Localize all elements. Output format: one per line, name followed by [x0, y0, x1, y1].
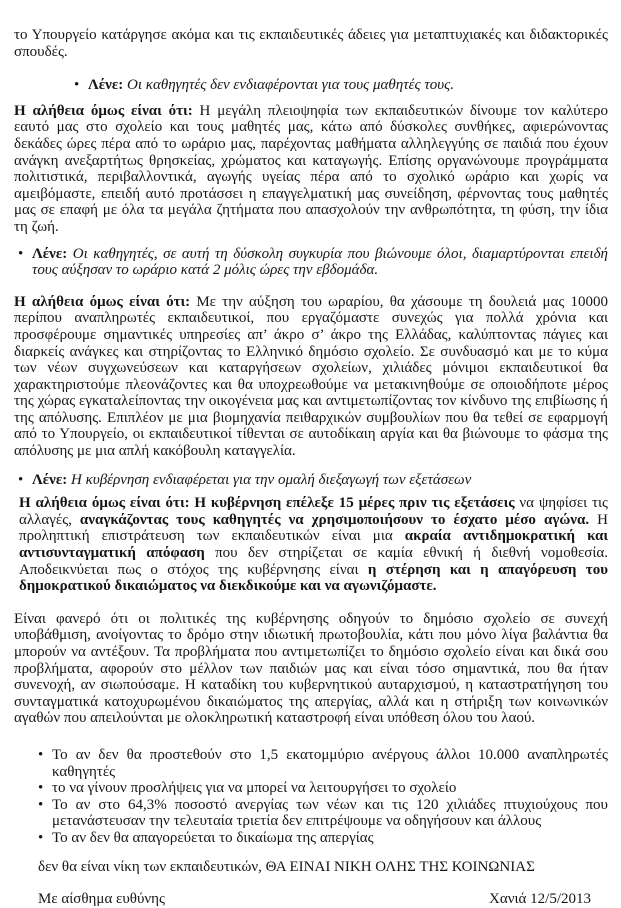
list-item	[38, 797, 608, 830]
truth-bold-run: Η κυβέρνηση επέλεξε 15 μέρες πριν τις εξετάσεις	[189, 495, 520, 512]
bullet-icon: •	[38, 829, 44, 846]
bullet-icon: •	[38, 746, 44, 763]
list-item-text: Το αν δεν θα προστεθούν στο 1,5 εκατομμύριο ανέργους άλλοι 10.000 αναπληρωτές καθηγητές	[52, 746, 608, 780]
list-item	[38, 747, 608, 780]
claim-bullet-1	[74, 77, 608, 94]
truth-body-text: Με την αύξηση του ωραρίου, θα χάσουμε τη δουλειά μας 10000 περίπου αναπληρωτές εκπαιδευτικοί, που εργαζόμαστε συνεχώς για πολλά χρόνια και προσφέρουμε σημαντικές υπηρεσίες απ’ άκρο σ’ άκρο της Ελλάδας, καλύπτοντας πάγιες και διαρκείς ανάγκες και στηρίζοντας το Ελληνικό δημόσιο σχολείο. Σε συνδυασμό και με το κύμα των νέων συγχωνεύσεων και καταργήσεων σχολείων, χιλιάδες μόνιμοι εκπαιδευτικοί θα χαρακτηριστούμε πλεονάζοντες και θα υποχρεωθούμε να μετακινηθούμε σε οποιοδήποτε μέρος της χώρας εγκαταλείποντας την οικογένεια μας και αντιμετωπίζοντας τον κίνδυνο της επιβίωσης ή της απόλυσης. Επιπλέον με μια βιομηχανία πειθαρχικών συμβουλίων που θα τεθεί σε εφαρμογή από το Υπουργείο, οι εκπαιδευτικοί τίθενται σε αυτοδίκαιη αργία και θα βιώνουμε το φάσμα της απόλυσης με μια απλή κακόβουλη καταγγελία.	[14, 293, 609, 460]
claim-text	[32, 246, 608, 279]
truth-paragraph-2	[14, 294, 608, 460]
signoff-row	[38, 891, 608, 908]
truth-label: Η αλήθεια όμως είναι ότι:	[19, 495, 190, 512]
bullet-icon: •	[38, 780, 44, 797]
claim-bullet-2	[18, 246, 608, 279]
finale-line: δεν θα είναι νίκη των εκπαιδευτικών, ΘΑ ΕΙΝΑΙ ΝΙΚΗ ΟΛΗΣ ΤΗΣ ΚΟΙΝΩΝΙΑΣ	[38, 858, 535, 875]
intro-paragraph: το Υπουργείο κατάργησε ακόμα και τις εκπαιδευτικές άδειες για μεταπτυχιακές και διδακτορικές σπουδές.	[14, 27, 608, 60]
claim-label: Λένε:	[32, 471, 68, 488]
claim-text	[88, 77, 608, 94]
truth-label: Η αλήθεια όμως είναι ότι:	[14, 102, 193, 119]
claim-label: Λένε:	[32, 245, 68, 262]
truth-label: Η αλήθεια όμως είναι ότι:	[14, 293, 191, 310]
claim-bullet-3	[18, 472, 608, 489]
truth-regular-run: που δεν στηρίζεται σε καμία εθνική ή διεθνή νομοθεσία. Αποδεικνύεται πως ο στόχος της κυβέρνησης είναι	[19, 545, 609, 578]
claim-label: Λένε:	[88, 77, 124, 94]
signoff-left: Με αίσθημα ευθύνης	[38, 891, 165, 908]
list-item-text: Το αν δεν θα απαγορεύεται το δικαίωμα της απεργίας	[52, 829, 374, 846]
claim-body-text: Οι καθηγητές δεν ενδιαφέρονται για τους μαθητές τους.	[127, 77, 454, 94]
truth-paragraph-3	[19, 495, 608, 595]
bullet-icon: •	[74, 77, 80, 94]
truth-bold-run: η στέρηση και η απαγόρευση του δημοκρατικού δικαιώματος να διεκδικούμε και να αγωνιζόμαστε.	[19, 561, 608, 595]
truth-bold-run: αναγκάζοντας τους καθηγητές να χρησιμοποιήσουν το έσχατο μέσο αγώνα.	[79, 511, 598, 528]
truth-regular-run: Η προληπτική επιστράτευση των εκπαιδευτικών είναι μια	[19, 511, 608, 545]
bullet-icon: •	[18, 245, 24, 262]
bullet-icon: •	[18, 471, 24, 488]
truth-paragraph-1	[14, 103, 608, 236]
truth-body-text: Η μεγάλη πλειοψηφία των εκπαιδευτικών δίνουμε τον καλύτερο εαυτό μας στο σχολείο και τους μαθητές μας, κάτω από δύσκολες συνθήκες, αφιερώνοντας δεκάδες ώρες πέρα από το ωράριο μας, παρέχοντας μαθήματα αλληλεγγύης σε παιδιά που έχουν ανάγκη ανεξαρτήτως θρησκείας, χρώματος και καταγωγής. Επίσης οργανώνουμε προγράμματα πολιτιστικά, περιβαλλοντικά, αγωγής υγείας πέρα από το σχολικό ωράριο και χωρίς να αμειβόμαστε, επειδή αυτό προτάσσει η επαγγελματική μας συνείδηση, φέρνοντας τους μαθητές μας σε επαφή με όλα τα μεγάλα ζητήματα που απασχολούν την ανθρωπότητα, τη φύση, την ίδια τη ζωή.	[14, 102, 608, 235]
closing-paragraph: Είναι φανερό ότι οι πολιτικές της κυβέρνησης οδηγούν το δημόσιο σχολείο σε συνεχή υποβάθμιση, ανοίγοντας το δρόμο στην ιδιωτική πρωτοβουλία, κάτι που μόνο λίγα βαλάντια θα μπορούν να αντέξουν. Τα προβλήματα που αντιμετωπίζει το δημόσιο σχολείο είναι και δικά σου προβλήματα, αφορούν στο μέλλον των παιδιών μας και είναι τόσο σημαντικά, που θα ήταν συνενοχή, αν σιωπούσαμε. Η καταδίκη του κυβερνητικού αυταρχισμού, η καταστρατήγηση του συνταγματικά κατοχυρωμένου δικαιώματος της απεργίας, αλλά και η στήριξη των κοινωνικών αγαθών που απειλούνται με ολοκληρωτική καταστροφή είναι υπόθεση όλου του λαού.	[14, 610, 608, 727]
bullet-icon: •	[38, 796, 44, 813]
claim-body-text: Οι καθηγητές, σε αυτή τη δύσκολη συγκυρία που βιώνουμε όλοι, διαμαρτύρονται επειδή τους αύξησαν το ωράριο κατά 2 μόλις ώρες την εβδομάδα.	[32, 245, 608, 279]
truth-regular-run: να ψηφίσει τις αλλαγές,	[19, 495, 608, 528]
truth-bold-run: ακραία αντιδημοκρατική και αντισυνταγματική απόφαση	[19, 528, 609, 562]
list-item-text: το να γίνουν προσλήψεις για να μπορεί να λειτουργήσει το σχολείο	[52, 780, 457, 797]
conditions-list	[38, 747, 608, 847]
list-item	[38, 830, 608, 847]
claim-body-text: Η κυβέρνηση ενδιαφέρεται για την ομαλή διεξαγωγή των εξετάσεων	[71, 471, 472, 488]
signoff-date: Χανιά 12/5/2013	[489, 891, 591, 908]
list-item-text: Το αν στο 64,3% ποσοστό ανεργίας των νέων και τις 120 χιλιάδες πτυχιούχους που μετανάστευσαν την τελευταία τριετία δεν επιτρέψουμε να οδηγήσουν και άλλους	[52, 796, 608, 830]
list-item	[38, 780, 608, 797]
claim-text	[32, 472, 608, 489]
